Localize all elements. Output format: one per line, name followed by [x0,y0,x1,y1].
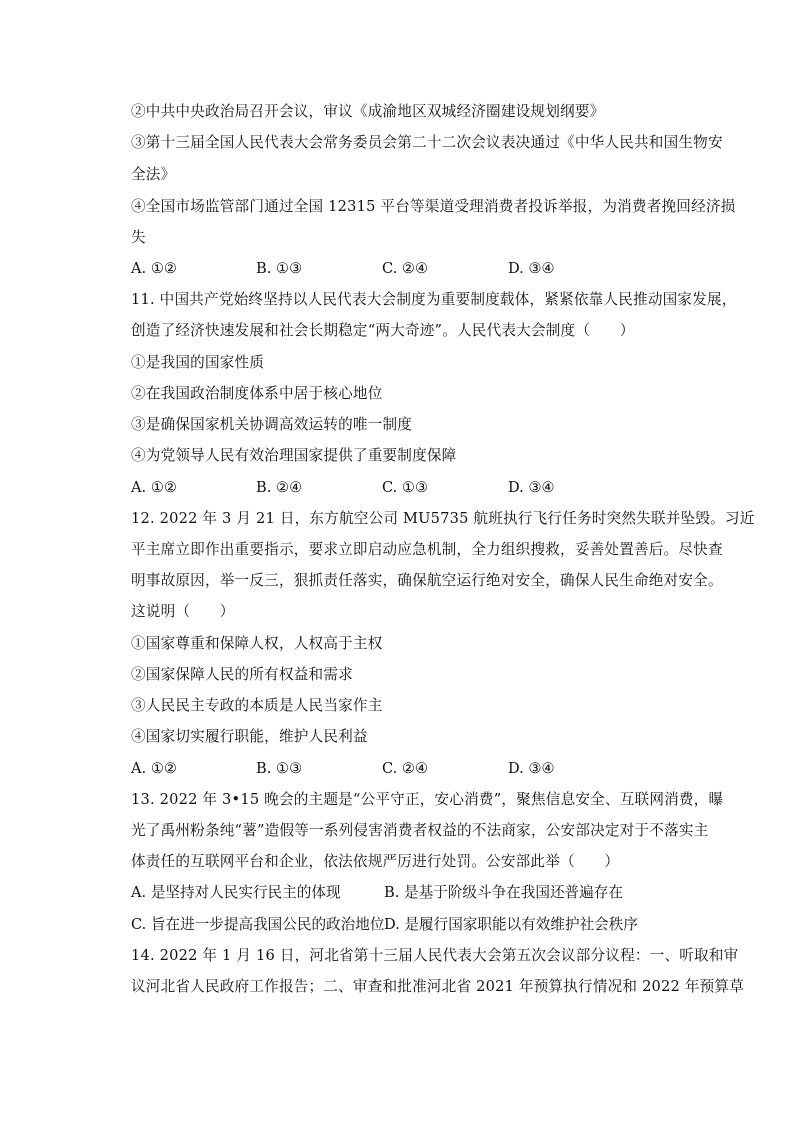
q13-stem-line2: 光了禹州粉条纯“薯”造假等一系列侵害消费者权益的不法商家，公安部决定对于不落实主 [131,822,709,839]
q13-stem-line3: 体责任的互联网平台和企业，依法依规严厉进行处罚。公安部此举（ ） [131,853,620,870]
q12-option-a: A. ①② [131,760,177,777]
q12-item-3: ③人民民主专政的本质是人民当家作主 [131,697,383,714]
q10-option-b: B. ①③ [256,260,303,277]
q10-option-c: C. ②④ [382,260,429,277]
q10-option-a: A. ①② [131,260,177,277]
q12-stem-line2: 平主席立即作出重要指示，要求立即启动应急机制，全力组织搜救，妥善处置善后。尽快查 [131,541,723,558]
q13-option-a: A. 是坚持对人民实行民主的体现 [131,884,341,901]
q11-option-a: A. ①② [131,479,177,496]
q10-item-3-line2: 全法》 [131,166,176,183]
q12-stem-line4: 这说明（ ） [131,603,235,620]
q11-item-1: ①是我国的国家性质 [131,354,265,371]
q12-item-1: ①国家尊重和保障人权，人权高于主权 [131,635,383,652]
q14-stem-line2: 议河北省人民政府工作报告；二、审查和批准河北省 2021 年预算执行情况和 2022 年预算草 [131,978,745,995]
q12-stem-line3: 明事故原因，举一反三，狠抓责任落实，确保航空运行绝对安全，确保人民生命绝对安全。 [131,572,723,589]
q12-option-d: D. ③④ [508,760,555,777]
q11-stem-line1: 11. 中国共产党始终坚持以人民代表大会制度为重要制度载体，紧紧依靠人民推动国家发展， [131,291,737,308]
q13-option-c: C. 旨在进一步提高我国公民的政治地位 [131,916,385,933]
q13-option-d: D. 是履行国家职能以有效维护社会秩序 [384,916,638,933]
q11-option-d: D. ③④ [508,479,555,496]
q14-stem-line1: 14. 2022 年 1 月 16 日，河北省第十三届人民代表大会第五次会议部分议程：一、听取和审 [131,947,739,964]
q11-item-4: ④为党领导人民有效治理国家提供了重要制度保障 [131,447,457,464]
q13-option-b: B. 是基于阶级斗争在我国还普遍存在 [384,884,623,901]
q13-stem-line1: 13. 2022 年 3•15 晚会的主题是“公平守正，安心消费”，聚焦信息安全、互联网消费，曝 [131,791,724,808]
q10-option-d: D. ③④ [508,260,555,277]
q11-option-b: B. ②④ [256,479,303,496]
q11-stem-line2: 创造了经济快速发展和社会长期稳定“两大奇迹”。人民代表大会制度（ ） [131,322,635,339]
q10-item-4-line2: 失 [131,229,146,246]
q12-option-b: B. ①③ [256,760,303,777]
q12-option-c: C. ②④ [382,760,429,777]
q11-item-3: ③是确保国家机关协调高效运转的唯一制度 [131,416,413,433]
q10-item-3-line1: ③第十三届全国人民代表大会常务委员会第二十二次会议表决通过《中华人民共和国生物安 [131,134,723,151]
q11-item-2: ②在我国政治制度体系中居于核心地位 [131,385,383,402]
q12-item-4: ④国家切实履行职能，维护人民利益 [131,728,368,745]
q10-item-2: ②中共中央政治局召开会议，审议《成渝地区双城经济圈建设规划纲要》 [131,103,605,120]
q10-item-4-line1: ④全国市场监管部门通过全国 12315 平台等渠道受理消费者投诉举报，为消费者挽回经济损 [131,198,736,215]
q11-option-c: C. ①③ [382,479,429,496]
q12-item-2: ②国家保障人民的所有权益和需求 [131,666,353,683]
q12-stem-line1: 12. 2022 年 3 月 21 日，东方航空公司 MU5735 航班执行飞行任务时突然失联并坠毁。习近 [131,510,755,527]
